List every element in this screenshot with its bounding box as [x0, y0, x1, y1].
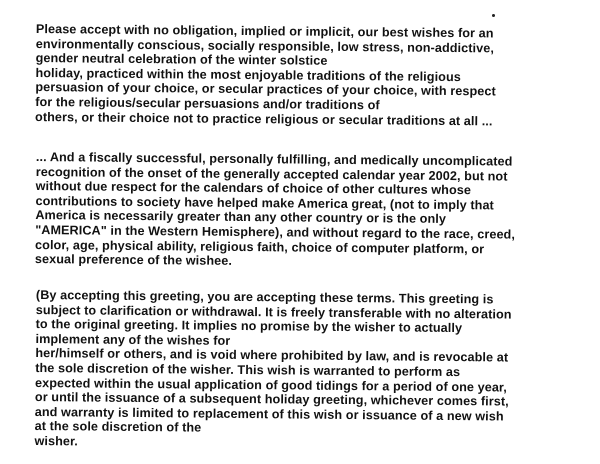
text-line: at the sole discretion of the — [34, 419, 202, 435]
text-line: for the religious/secular persuasions and/or traditions of — [35, 94, 380, 113]
text-line: wisher. — [34, 433, 79, 449]
text-line: color, age, physical ability, religious faith, choice of computer platform, or — [35, 237, 485, 256]
text-line: contributions to society have helped make America great, (not to imply that — [35, 193, 494, 213]
text-line: implement any of the wishes for — [35, 331, 231, 348]
paragraph-terms — [34, 288, 511, 453]
text-line: "AMERICA" in the Western Hemisphere), and without regard to the race, creed, — [35, 222, 516, 242]
text-line: or until the issuance of a subsequent holiday greeting, whichever comes first, — [34, 390, 509, 409]
text-line: holiday, practiced within the most enjoyable traditions of the religious — [35, 65, 461, 84]
text-line: environmentally conscious, socially responsible, low stress, non-addictive, — [35, 36, 495, 55]
text-line: Please accept with no obligation, implied or implicit, our best wishes for an — [35, 22, 494, 41]
text-line: persuasion of your choice, or secular practices of your choice, with respect — [35, 80, 496, 99]
text-line: expected within the usual application of good tidings for a period of one year, — [35, 375, 507, 395]
text-line: gender neutral celebration of the winter solstice — [35, 51, 328, 68]
text-line: the sole discretion of the wisher. This wish is warranted to perform as — [35, 360, 461, 380]
paragraph-greeting — [35, 22, 496, 129]
text-line: to the original greeting. It implies no promise by the wisher to actually — [35, 317, 463, 336]
text-line: sexual preference of the wishee. — [34, 252, 233, 269]
text-line: ... And a fiscally successful, personally fulfilling, and medically uncomplicated — [35, 150, 513, 169]
text-line: recognition of the onset of the generally accepted calendar year 2002, but not — [35, 164, 508, 184]
text-line: and warranty is limited to replacement of this wish or issuance of a new wish — [34, 404, 504, 424]
text-line: (By accepting this greeting, you are accepting these terms. This greeting is — [35, 288, 494, 307]
text-line: others, or their choice not to practice religious or secular traditions at all ... — [35, 109, 493, 128]
text-line: without due respect for the calendars of choice of other cultures whose — [35, 179, 472, 198]
scan-speck — [492, 14, 495, 17]
paragraph-new-year — [35, 150, 516, 271]
text-line: subject to clarification or withdrawal. It is freely transferable with no alteration — [35, 302, 512, 322]
text-line: her/himself or others, and is void where prohibited by law, and is revocable at — [35, 346, 509, 365]
text-line: America is necessarily greater than any other country or is the only — [35, 208, 447, 227]
